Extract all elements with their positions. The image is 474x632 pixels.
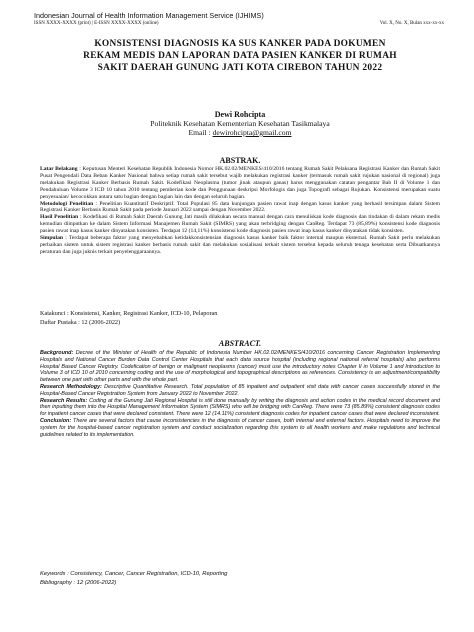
conclusion-text: There are several factors that cause inconsistencies in the diagnosis of cancer cases, both internal and external factors. Hospitals need to improve the system for the hospital-based cancer registration system and conduct socialization regarding this system to all health workers and make regulations and technical guidelines related to its implementation. bbox=[40, 417, 440, 438]
author-affiliation: Politeknik Kesehatan Kementerian Kesehatan Tasikmalaya bbox=[150, 119, 330, 128]
abstract-bibliography: Bibliography : 12 (2006-2022) bbox=[40, 580, 117, 586]
simpulan-text: : Terdapat beberapa faktor yang menyebabkan ketidakkonsistensian diagnosis kasus kanker baik faktor internal maupun eksternal. Rumah Sakit perlu melakukan perbaikan sistem untuk sistem registrasi kanker berbasis rumah sakit dan melakukan sosialisasi terkait sistem tersebut kepada seluruh tenaga kesehatan serta Dibuatkannya peraturan dan juga juknis terkait penyelenggaraannya. bbox=[40, 235, 440, 255]
abstract-body bbox=[40, 350, 440, 438]
abstrak-heading: ABSTRAK. bbox=[219, 156, 261, 165]
method-label: Research Methodology: bbox=[40, 383, 102, 390]
metode-text: : Penelitian Kuantitatif Deskriptif. Total Populasi 85 data kunjungan pasien rawat inap dengan kasus kanker yang berhasil tersimpan dalam Sistem Registrasi Kanker Berbasis Rumah Sakit pada periode Januari 2022 sampai dengan November 2022. bbox=[40, 200, 440, 214]
abstract-results bbox=[40, 398, 440, 418]
issn-text: ISSN XXXX-XXXX (print) | E-ISSN XXXX-XXXX (online) bbox=[34, 21, 159, 26]
author-name: Dewi Rohcipta bbox=[214, 110, 266, 119]
background-label: Background: bbox=[40, 350, 74, 356]
hasil-label: Hasil Penelitian bbox=[40, 214, 79, 221]
email-link[interactable]: dewirohcipta@gmail.com bbox=[212, 128, 292, 137]
abstract-heading: ABSTRACT. bbox=[218, 339, 262, 348]
results-label: Research Results: bbox=[40, 397, 88, 404]
issn-line bbox=[34, 20, 444, 27]
abstrak-simpulan bbox=[40, 235, 440, 256]
results-text: Coding at the Gunung Jati Regional Hospital is still done manually by writing the diagnosis and action codes in the medical record document and then inputting them into the Hospital Management Information System (SIMRS) who will be bridging with CanReg. There were 73 (85.89%) consistent diagnosis codes for inpatient cancer cases that were declared consistent. There were 12 (14.11%) consistent diagnosis codes for inpatient cancer cases that were declared inconsistent. bbox=[40, 397, 440, 418]
abstrak-hasil bbox=[40, 214, 440, 235]
journal-name: Indonesian Journal of Health Information Management Service (IJHIMS) bbox=[34, 11, 264, 20]
conclusion-label: Conclusion: bbox=[40, 417, 72, 424]
abstract-keywords: Keywords : Consistency, Cancer, Cancer Registration, ICD-10, Reporting bbox=[40, 571, 228, 577]
paper-title bbox=[40, 38, 440, 74]
abstrak-latar bbox=[40, 166, 440, 201]
title-line: SAKIT DAERAH GUNUNG JATI KOTA CIREBON TAHUN 2022 bbox=[97, 63, 383, 73]
abstrak-keywords: Katakunci : Konsistensi, Kanker, Registrasi Kanker, ICD-10, Pelaporan bbox=[40, 310, 218, 317]
method-text: Descriptive Quantitative Research. Total population of 85 inpatient and outpatient visit data with cancer cases successfully stored in the Hospital-Based Cancer Registration System from January 2022 to November 2022. bbox=[40, 383, 440, 397]
email-label: Email : bbox=[188, 128, 211, 137]
latar-text: : Keputusan Menteri Kesehatan Republik Indonesia Nomor HK.02.02/MENKES/410/2016 tentang Rumah Sakit Pelaksana Registrasi Kanker dan Rumah Sakit Pusat Pengendali Data Beban Kanker Nasional bahwa setiap rumah sakit tersebut wajib melakukan registrasi kanker (termasuk rumah sakit rujukan nasional di regional) juga melakukan Registrasi Kanker Berbasis Rumah Sakit. Kodefikasi Neoplasma (tumor jinak ataupun ganas) harus menggunakan catatan pengantar Bab II di Volume 1 dan Pendahuluan Volume 3 ICD 10 tahun 2010 tentang pemberian kode dan Penggunaan deskripsi Morfologis dan juga Topografi sebagai Rujukan. Konsistensi merupakan suatu penyesuaian/ kecocokkan antara satu bagian dengan bagian lain dan dengan seluruh bagian. bbox=[40, 166, 440, 200]
volume-text: Vol. X, No. X, Bulan xxx-xx-xx bbox=[379, 21, 444, 26]
abstrak-body bbox=[40, 166, 440, 256]
background-text: Decree of the Minister of Health of the Republic of Indonesia Number HK.02.02/MENKES/410/2016 concerning Cancer Registration Implementing Hospitals and National Cancer Burden Data Control Center Hospitals that each data source hospital (including regional national referral hospitals) also performs Hospital Based Cancer Registry. Codefication of benign or malignant neoplasms (cancer) must use the introductory notes Chapter II in Volume 1 and Introduction to Volume 3 of ICD 10 of 2010 concerning coding and the use of morphological and topographical descriptions as references. Consistency is an adjustment/compatibility between one part with other parts and with the whole part. bbox=[40, 350, 440, 384]
latar-label: Latar Belakang bbox=[40, 166, 78, 172]
author-email-line bbox=[40, 128, 440, 138]
title-line: KONSISTENSI DIAGNOSIS KA SUS KANKER PADA DOKUMEN bbox=[94, 39, 386, 49]
abstract-method bbox=[40, 384, 440, 398]
abstrak-metode bbox=[40, 201, 440, 215]
abstrak-pustaka: Daftar Pustaka : 12 (2006-2022) bbox=[40, 319, 121, 326]
metode-label: Metodologi Penelitian bbox=[40, 200, 94, 207]
title-line: REKAM MEDIS DAN LAPORAN DATA PASIEN KANKER DI RUMAH bbox=[83, 51, 397, 61]
abstract-background bbox=[40, 350, 440, 384]
hasil-text: : Kodefikasi di Rumah Sakit Daerah Gunung Jati masih dilakukan secara manual dengan cara menuliskan kode diagnosis dan tindakan di dalam rekam medis kemudian diinputkan ke dalam Sistem Informasi Manajemen Rumah Sakit (SIMRS) yang akan terbridging dengan CanReg. Terdapat 73 (85,89%) konsistensi kode diagnosis pasien rawat inap kasus kanker dinyatakan konsisten. Terdapat 12 (14,11%) konsistensi kode diagnosis pasien rawat inap kasus kanker dinyatakan tidak konsisten. bbox=[40, 214, 440, 235]
simpulan-label: Simpulan bbox=[40, 235, 64, 242]
abstract-conclusion bbox=[40, 418, 440, 438]
